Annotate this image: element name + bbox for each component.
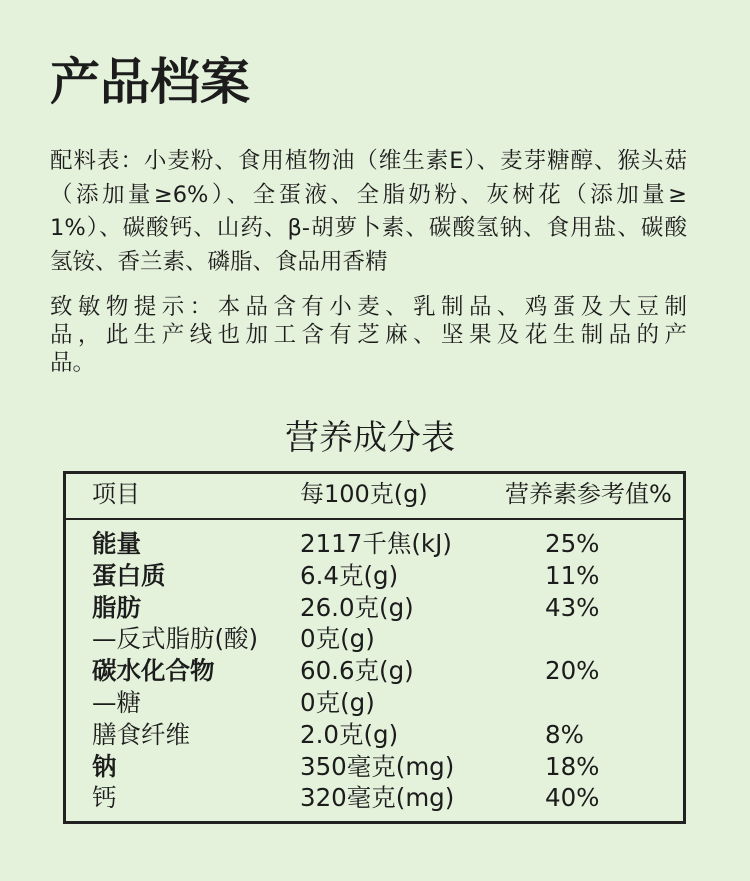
nutrient-amount: 0克(g) [300, 687, 375, 717]
nutrient-nrv: 11% [545, 560, 600, 590]
allergen-line: 品，此生产线也加工含有芝麻、坚果及花生制品的产 [50, 322, 687, 348]
nutrient-name: 蛋白质 [92, 560, 166, 590]
table-body [66, 520, 683, 814]
nutrient-name: —糖 [92, 687, 141, 717]
nutrient-nrv: 8% [545, 719, 584, 749]
table-row [66, 528, 683, 560]
nutrient-amount: 350毫克(mg) [300, 751, 455, 781]
allergen-line: 品。 [50, 350, 96, 376]
table-row [66, 687, 683, 719]
nutrient-name: 钠 [92, 751, 117, 781]
nutrient-nrv: 25% [545, 529, 600, 558]
nutrient-nrv: 40% [545, 783, 600, 813]
nutrient-amount: 26.0克(g) [300, 592, 414, 622]
nutrient-amount: 2117千焦(kJ) [300, 529, 452, 558]
table-row [66, 655, 683, 687]
table-header-row [66, 474, 683, 520]
nutrient-name: 能量 [92, 529, 141, 558]
nutrient-name: 钙 [92, 783, 117, 813]
nutrition-table-heading: 营养成分表 [285, 418, 455, 458]
column-header-nrv: 营养素参考值% [505, 480, 672, 508]
table-row [66, 592, 683, 624]
ingredients-line: 配料表：小麦粉、食用植物油（维生素E）、麦芽糖醇、猴头菇 [50, 148, 687, 174]
nutrient-amount: 320毫克(mg) [300, 783, 455, 813]
nutrient-nrv: 43% [545, 592, 600, 622]
nutrient-name: 脂肪 [92, 592, 141, 622]
table-row [66, 751, 683, 783]
table-row [66, 623, 683, 655]
page-title: 产品档案 [50, 53, 250, 111]
nutrient-amount: 2.0克(g) [300, 719, 399, 749]
nutrient-nrv: 20% [545, 656, 600, 686]
column-header-amount: 每100克(g) [300, 480, 428, 508]
ingredients-list [50, 145, 687, 280]
nutrient-nrv [545, 687, 683, 719]
allergen-notice [50, 293, 687, 377]
nutrient-amount: 0克(g) [300, 624, 375, 654]
table-row [66, 560, 683, 592]
nutrient-amount: 60.6克(g) [300, 656, 414, 686]
nutrition-table [63, 471, 686, 824]
ingredients-line: 1%）、碳酸钙、山药、β-胡萝卜素、碳酸氢钠、食用盐、碳酸 [50, 215, 687, 242]
nutrient-nrv [545, 623, 683, 655]
nutrient-nrv: 18% [545, 751, 600, 781]
column-header-item: 项目 [92, 480, 140, 508]
table-row [66, 719, 683, 751]
ingredients-line: 氢铵、香兰素、磷脂、食品用香精 [50, 249, 388, 276]
nutrient-amount: 6.4克(g) [300, 560, 399, 590]
allergen-line: 致敏物提示：本品含有小麦、乳制品、鸡蛋及大豆制 [50, 294, 687, 320]
table-row [66, 782, 683, 814]
ingredients-line: （添加量≥6%）、全蛋液、全脂奶粉、灰树花（添加量≥ [50, 181, 687, 208]
nutrient-name: 碳水化合物 [92, 656, 215, 686]
nutrient-name: 膳食纤维 [92, 719, 190, 749]
nutrient-name: —反式脂肪(酸) [92, 624, 259, 654]
